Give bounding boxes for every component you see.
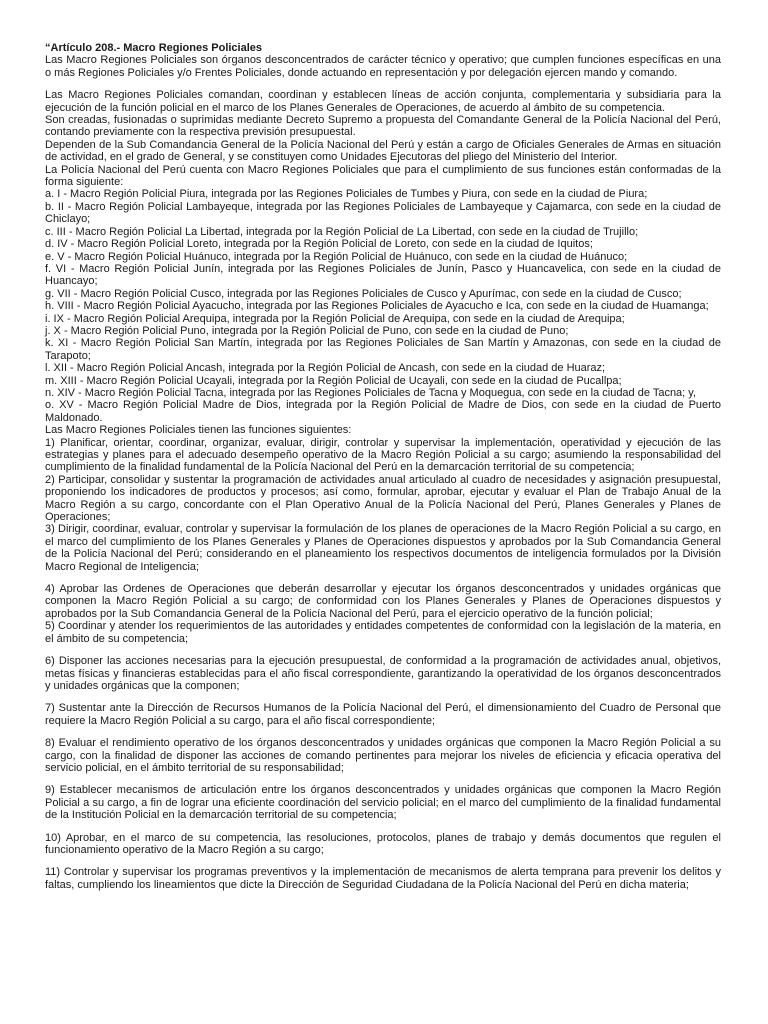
dependency-paragraph: Dependen de la Sub Comandancia General de la Policía Nacional del Perú y están a cargo de Oficiales Generales de Armas en situación de actividad, en el grado de General, y se constituyen como Unidades Ejecutoras del pliego del Ministerio del Interior. (45, 138, 721, 164)
region-item: b. II - Macro Región Policial Lambayeque, integrada por las Regiones Policiales de Lambayeque y Cajamarca, con sede en la ciudad de Chiclayo; (45, 200, 721, 226)
command-paragraph: Las Macro Regiones Policiales comandan, coordinan y establecen líneas de acción conjunta, complementaria y subsidiaria para la ejecución de la función policial en el marco de los Planes Generales de Operaciones, de acuerdo al ámbito de su competencia. (45, 89, 721, 114)
region-item: c. III - Macro Región Policial La Libertad, integrada por la Región Policial de La Libertad, con sede en la ciudad de Trujillo; (45, 225, 639, 238)
intro-paragraph: Las Macro Regiones Policiales son órganos desconcentrados de carácter técnico y operativo; que cumplen funciones específicas en una o más Regiones Policiales y/o Frentes Policiales, donde actuando en representación y por delegación ejercen mando y comando. (45, 54, 721, 79)
document-page (45, 42, 721, 891)
function-item: 11) Controlar y supervisar los programas preventivos y la implementación de mecanismos de alerta temprana para prevenir los delitos y faltas, cumpliendo los lineamientos que dicte la Dirección de Seguridad Ciudadana de la Policía Nacional del Perú en dicha materia; (45, 866, 721, 891)
function-item: 5) Coordinar y atender los requerimientos de las autoridades y entidades competentes de conformidad con la legislación de la materia, en el ámbito de su competencia; (45, 620, 721, 645)
function-item: 8) Evaluar el rendimiento operativo de los órganos desconcentrados y unidades orgánicas que componen la Macro Región Policial a su cargo, con la finalidad de disponer las acciones de comando pertinentes para mejorar los niveles de eficiencia y eficacia operativa del servicio policial, en el ámbito territorial de su responsabilidad; (45, 737, 721, 774)
function-item: 2) Participar, consolidar y sustentar la programación de actividades anual articulado al cuadro de necesidades y asignación presupuestal, proponiendo los indicadores de productos y procesos; así como, formular, aprobar, ejecutar y evaluar el Plan de Trabajo Anual de la Macro Región a su cargo, concordante con el Plan Operativo Anual de la Policía Nacional del Perú, Planes Generales y Planes de Operaciones; (45, 473, 721, 524)
region-item: a. I - Macro Región Policial Piura, integrada por las Regiones Policiales de Tumbes y Piura, con sede en la ciudad de Piura; (45, 188, 648, 201)
region-item: l. XII - Macro Región Policial Ancash, integrada por la Región Policial de Ancash, con sede en la ciudad de Huaraz; (45, 362, 606, 375)
article-heading: “Artículo 208.- Macro Regiones Policiales (45, 42, 263, 54)
region-item: g. VII - Macro Región Policial Cusco, integrada por las Regiones Policiales de Cusco y Apurímac, con sede en la ciudad de Cusco; (45, 287, 682, 300)
function-item: 10) Aprobar, en el marco de su competencia, las resoluciones, protocolos, planes de trabajo y demás documentos que regulen el funcionamiento operativo de la Macro Región a su cargo; (45, 831, 721, 856)
region-item: n. XIV - Macro Región Policial Tacna, integrada por las Regiones Policiales de Tacna y Moquegua, con sede en la ciudad de Tacna; y, (45, 386, 697, 399)
region-item: j. X - Macro Región Policial Puno, integrada por la Región Policial de Puno, con sede en la ciudad de Puno; (45, 324, 569, 337)
region-item: k. XI - Macro Región Policial San Martín, integrada por las Regiones Policiales de San Martín y Amazonas, con sede en la ciudad de Tarapoto; (45, 337, 721, 362)
creation-paragraph: Son creadas, fusionadas o suprimidas mediante Decreto Supremo a propuesta del Comandante General de la Policía Nacional del Perú, contando previamente con la respectiva previsión presupuestal. (45, 114, 721, 139)
region-item: o. XV - Macro Región Policial Madre de Dios, integrada por la Región Policial de Madre de Dios, con sede en la ciudad de Puerto Maldonado. (45, 399, 721, 424)
region-item: h. VIII - Macro Región Policial Ayacucho, integrada por las Regiones Policiales de Ayacucho e Ica, con sede en la ciudad de Huamanga; (45, 300, 709, 313)
region-item: e. V - Macro Región Policial Huánuco, integrada por la Región Policial de Huánuco, con sede en la ciudad de Huánuco; (45, 250, 628, 263)
function-item: 4) Aprobar las Ordenes de Operaciones que deberán desarrollar y ejecutar los órganos desconcentrados y unidades orgánicas que componen la Macro Región Policial a su cargo; de conformidad con los Planes Generales y Planes de Operaciones dispuestos y aprobados por la Sub Comandancia General de la Policía Nacional del Perú, para el ejercicio operativo de la función policial; (45, 583, 721, 620)
composition-intro: La Policía Nacional del Perú cuenta con Macro Regiones Policiales que para el cumplimiento de sus funciones están conformadas de la forma siguiente: (45, 163, 721, 189)
region-item: f. VI - Macro Región Policial Junín, integrada por las Regiones Policiales de Junín, Pasco y Huancavelica, con sede en la ciudad de Huancayo; (45, 262, 721, 288)
function-item: 3) Dirigir, coordinar, evaluar, controlar y supervisar la formulación de los planes de operaciones de la Macro Región Policial a su cargo, en el marco del cumplimiento de los Planes Generales y Planes de Operaciones dispuestos y aprobados por la Sub Comandancia General de la Policía Nacional del Perú; considerando en el planeamiento los respectivos documentos de inteligencia formulados por la División Macro Regional de Inteligencia; (45, 523, 721, 573)
function-item: 1) Planificar, orientar, coordinar, organizar, evaluar, dirigir, controlar y supervisar la implementación, operatividad y ejecución de las estrategias y planes para el adecuado desempeño operativo de la Macro Región Policial a su cargo; asumiendo la responsabilidad del cumplimiento de la finalidad fundamental de la Policía Nacional del Perú en la demarcación territorial de su competencia; (45, 436, 721, 474)
functions-intro: Las Macro Regiones Policiales tienen las funciones siguientes: (45, 424, 352, 437)
function-item: 7) Sustentar ante la Dirección de Recursos Humanos de la Policía Nacional del Perú, el dimensionamiento del Cuadro de Personal que requiere la Macro Región Policial a su cargo, para el año fiscal correspondiente; (45, 702, 721, 727)
function-item: 6) Disponer las acciones necesarias para la ejecución presupuestal, de conformidad a la programación de actividades anual, objetivos, metas físicas y financieras establecidas para el año fiscal correspondiente, garantizando la operatividad de los órganos desconcentrados y unidades orgánicas que la componen; (45, 655, 721, 692)
region-item: m. XIII - Macro Región Policial Ucayali, integrada por la Región Policial de Ucayali, con sede en la ciudad de Pucallpa; (45, 374, 622, 387)
region-item: i. IX - Macro Región Policial Arequipa, integrada por la Región Policial de Arequipa, con sede en la ciudad de Arequipa; (45, 312, 625, 325)
function-item: 9) Establecer mecanismos de articulación entre los órganos desconcentrados y unidades orgánicas que componen la Macro Región Policial a su cargo, a fin de lograr una eficiente coordinación del servicio policial; en el marco del cumplimiento de la finalidad fundamental de la Institución Policial en la demarcación territorial de su competencia; (45, 784, 721, 822)
region-item: d. IV - Macro Región Policial Loreto, integrada por la Región Policial de Loreto, con sede en la ciudad de Iquitos; (45, 238, 593, 251)
